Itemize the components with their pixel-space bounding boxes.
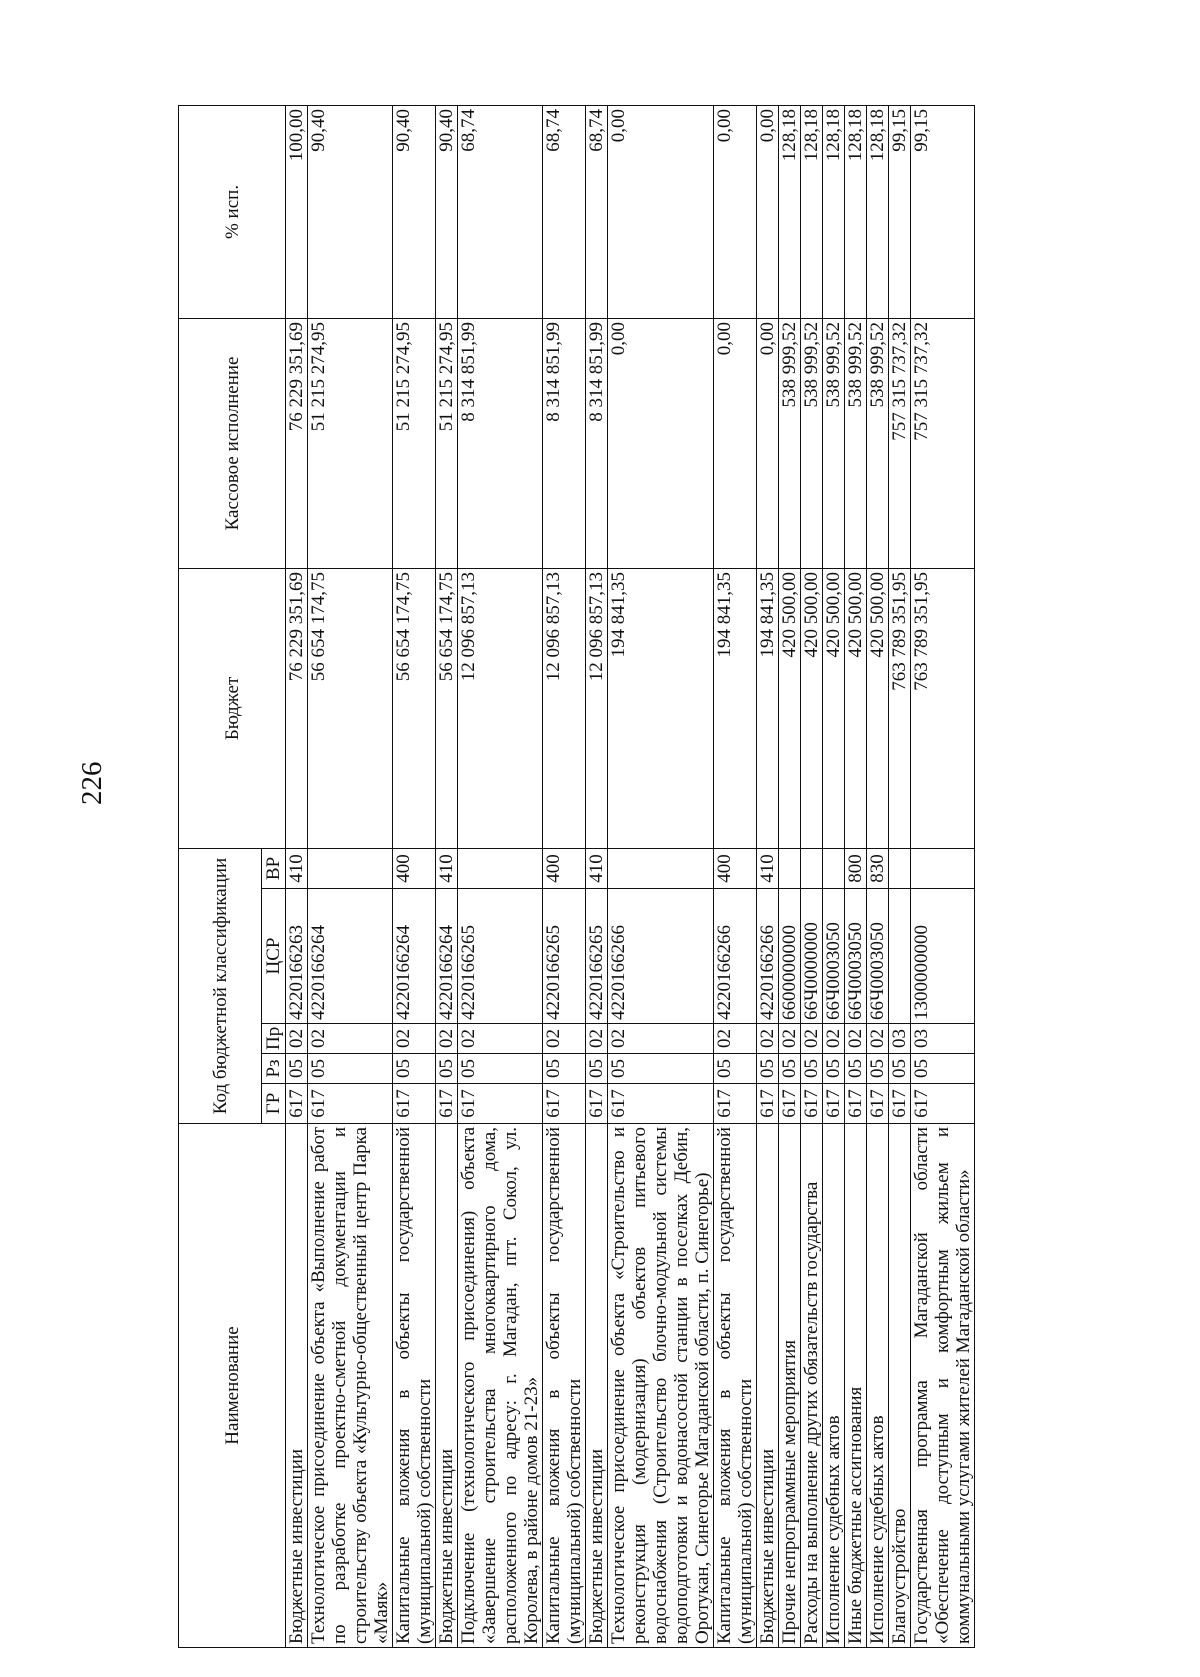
row-rz-cell: 05: [436, 1054, 458, 1084]
row-percent-cell: 90,40: [308, 105, 393, 318]
row-gr-cell: 617: [889, 1084, 911, 1124]
row-csr-cell: 1300000000: [911, 889, 975, 1024]
table-row: [779, 105, 801, 1647]
row-name-cell: Технологическое присоединение объекта «Строительство и реконструкция (модернизация) объектов питьевого водоснабжения (Строительство блочно-модульной системы водоподготовки и водонасосной станции в поселках Дебин, Оротукан, Синегорье Магаданской области, п. Синегорье): [608, 1124, 714, 1648]
table-row: [436, 105, 458, 1647]
row-vr-cell: 830: [867, 848, 889, 888]
row-csr-cell: 66Ч0003050: [845, 889, 867, 1024]
row-name-cell: Бюджетные инвестиции: [286, 1124, 308, 1648]
row-cash-cell: 538 999,52: [823, 318, 845, 568]
row-csr-cell: 4220166264: [308, 889, 393, 1024]
row-gr-cell: 617: [586, 1084, 608, 1124]
row-gr-cell: 617: [911, 1084, 975, 1124]
row-cash-cell: 76 229 351,69: [286, 318, 308, 568]
row-gr-cell: 617: [393, 1084, 436, 1124]
table-row: [308, 105, 393, 1647]
row-gr-cell: 617: [845, 1084, 867, 1124]
row-percent-cell: 100,00: [286, 105, 308, 318]
table-row: [757, 105, 779, 1647]
row-pr-cell: 02: [608, 1024, 714, 1054]
row-rz-cell: 05: [458, 1054, 543, 1084]
row-gr-cell: 617: [286, 1084, 308, 1124]
header-cash: Кассовое исполнение: [179, 318, 286, 568]
row-rz-cell: 05: [543, 1054, 586, 1084]
row-rz-cell: 05: [911, 1054, 975, 1084]
row-csr-cell: 66Ч0000000: [801, 889, 823, 1024]
table-row: [393, 105, 436, 1647]
row-rz-cell: 05: [779, 1054, 801, 1084]
row-rz-cell: 05: [586, 1054, 608, 1084]
row-budget-cell: 56 654 174,75: [308, 568, 393, 848]
row-cash-cell: 0,00: [714, 318, 757, 568]
header-name: Наименование: [179, 1124, 286, 1648]
row-name-cell: Государственная программа Магаданской области «Обеспечение доступным и комфортным жильем и коммунальными услугами жителей Магаданской области»: [911, 1124, 975, 1648]
row-rz-cell: 05: [608, 1054, 714, 1084]
row-budget-cell: 420 500,00: [779, 568, 801, 848]
table-row: [911, 105, 975, 1647]
row-csr-cell: 4220166264: [393, 889, 436, 1024]
row-cash-cell: 51 215 274,95: [308, 318, 393, 568]
header-budget: Бюджет: [179, 568, 286, 848]
row-budget-cell: 56 654 174,75: [393, 568, 436, 848]
row-pr-cell: 02: [714, 1024, 757, 1054]
row-percent-cell: 99,15: [889, 105, 911, 318]
table-row: [889, 105, 911, 1647]
row-gr-cell: 617: [867, 1084, 889, 1124]
row-gr-cell: 617: [779, 1084, 801, 1124]
row-name-cell: Капитальные вложения в объекты государственной (муниципальной) собственности: [543, 1124, 586, 1648]
row-vr-cell: [823, 848, 845, 888]
row-gr-cell: 617: [608, 1084, 714, 1124]
row-vr-cell: [911, 848, 975, 888]
row-pr-cell: 02: [308, 1024, 393, 1054]
row-cash-cell: 538 999,52: [867, 318, 889, 568]
row-gr-cell: 617: [308, 1084, 393, 1124]
row-csr-cell: 4220166266: [608, 889, 714, 1024]
row-percent-cell: 68,74: [543, 105, 586, 318]
row-percent-cell: 128,18: [845, 105, 867, 318]
row-gr-cell: 617: [458, 1084, 543, 1124]
row-vr-cell: [458, 848, 543, 888]
table-row: [458, 105, 543, 1647]
header-percent: % исп.: [179, 105, 286, 318]
row-csr-cell: 4220166266: [757, 889, 779, 1024]
row-vr-cell: [608, 848, 714, 888]
row-pr-cell: 02: [393, 1024, 436, 1054]
row-cash-cell: 538 999,52: [801, 318, 823, 568]
row-gr-cell: 617: [436, 1084, 458, 1124]
row-name-cell: Бюджетные инвестиции: [436, 1124, 458, 1648]
page-number: 226: [76, 761, 108, 805]
row-budget-cell: 420 500,00: [867, 568, 889, 848]
header-csr: ЦСР: [262, 889, 286, 1024]
row-pr-cell: 02: [801, 1024, 823, 1054]
row-name-cell: Исполнение судебных актов: [823, 1124, 845, 1648]
row-budget-cell: 194 841,35: [608, 568, 714, 848]
row-vr-cell: 410: [757, 848, 779, 888]
row-pr-cell: 02: [823, 1024, 845, 1054]
budget-execution-table: [178, 105, 975, 1648]
row-name-cell: Благоустройство: [889, 1124, 911, 1648]
table-row: [286, 105, 308, 1647]
row-percent-cell: 99,15: [911, 105, 975, 318]
row-vr-cell: 410: [286, 848, 308, 888]
row-budget-cell: 56 654 174,75: [436, 568, 458, 848]
row-csr-cell: [889, 889, 911, 1024]
row-rz-cell: 05: [823, 1054, 845, 1084]
row-pr-cell: 03: [889, 1024, 911, 1054]
row-vr-cell: 400: [714, 848, 757, 888]
row-name-cell: Исполнение судебных актов: [867, 1124, 889, 1648]
row-pr-cell: 02: [286, 1024, 308, 1054]
table-row: [586, 105, 608, 1647]
table-row: [801, 105, 823, 1647]
row-pr-cell: 02: [757, 1024, 779, 1054]
header-pr: Пр: [262, 1024, 286, 1054]
row-budget-cell: 12 096 857,13: [543, 568, 586, 848]
row-budget-cell: 76 229 351,69: [286, 568, 308, 848]
row-cash-cell: 51 215 274,95: [393, 318, 436, 568]
row-name-cell: Капитальные вложения в объекты государственной (муниципальной) собственности: [393, 1124, 436, 1648]
rotated-page-content: [178, 106, 1200, 1648]
table-row: [867, 105, 889, 1647]
row-budget-cell: 12 096 857,13: [586, 568, 608, 848]
header-vr: ВР: [262, 848, 286, 888]
header-code-group: Код бюджетной классификации: [179, 848, 262, 1123]
row-rz-cell: 05: [308, 1054, 393, 1084]
row-name-cell: Подключение (технологического присоединения) объекта «Завершение строительства многоквартирного дома, расположенного по адресу: г. Магадан, пгт. Сокол, ул. Королева, в районе домов 21-23»: [458, 1124, 543, 1648]
row-cash-cell: 8 314 851,99: [586, 318, 608, 568]
header-rz: Рз: [262, 1054, 286, 1084]
row-rz-cell: 05: [757, 1054, 779, 1084]
row-cash-cell: 538 999,52: [845, 318, 867, 568]
header-gr: ГР: [262, 1084, 286, 1124]
row-csr-cell: 66Ч0003050: [823, 889, 845, 1024]
row-cash-cell: 0,00: [757, 318, 779, 568]
row-percent-cell: 128,18: [801, 105, 823, 318]
row-csr-cell: 66Ч0003050: [867, 889, 889, 1024]
row-percent-cell: 128,18: [779, 105, 801, 318]
row-csr-cell: 6600000000: [779, 889, 801, 1024]
row-vr-cell: 410: [586, 848, 608, 888]
row-percent-cell: 128,18: [867, 105, 889, 318]
row-name-cell: Бюджетные инвестиции: [757, 1124, 779, 1648]
row-cash-cell: 51 215 274,95: [436, 318, 458, 568]
row-name-cell: Бюджетные инвестиции: [586, 1124, 608, 1648]
row-pr-cell: 02: [436, 1024, 458, 1054]
row-cash-cell: 8 314 851,99: [543, 318, 586, 568]
row-percent-cell: 128,18: [823, 105, 845, 318]
row-gr-cell: 617: [714, 1084, 757, 1124]
row-name-cell: Прочие непрограммные мероприятия: [779, 1124, 801, 1648]
row-budget-cell: 420 500,00: [845, 568, 867, 848]
row-rz-cell: 05: [845, 1054, 867, 1084]
row-gr-cell: 617: [757, 1084, 779, 1124]
row-vr-cell: [889, 848, 911, 888]
row-csr-cell: 4220166264: [436, 889, 458, 1024]
row-vr-cell: [308, 848, 393, 888]
table-row: [608, 105, 714, 1647]
row-percent-cell: 0,00: [608, 105, 714, 318]
row-vr-cell: 410: [436, 848, 458, 888]
row-pr-cell: 03: [911, 1024, 975, 1054]
row-name-cell: Технологическое присоединение объекта «Выполнение работ по разработке проектно-сметной документации и строительству объекта «Культурно-общественный центр Парка «Маяк»: [308, 1124, 393, 1648]
row-budget-cell: 420 500,00: [801, 568, 823, 848]
row-csr-cell: 4220166263: [286, 889, 308, 1024]
row-name-cell: Расходы на выполнение других обязательств государства: [801, 1124, 823, 1648]
row-budget-cell: 194 841,35: [714, 568, 757, 848]
row-gr-cell: 617: [801, 1084, 823, 1124]
row-percent-cell: 0,00: [757, 105, 779, 318]
row-budget-cell: 763 789 351,95: [889, 568, 911, 848]
row-rz-cell: 05: [867, 1054, 889, 1084]
row-vr-cell: [801, 848, 823, 888]
row-pr-cell: 02: [867, 1024, 889, 1054]
row-pr-cell: 02: [543, 1024, 586, 1054]
row-budget-cell: 763 789 351,95: [911, 568, 975, 848]
row-percent-cell: 90,40: [436, 105, 458, 318]
row-pr-cell: 02: [458, 1024, 543, 1054]
row-cash-cell: 757 315 737,32: [911, 318, 975, 568]
row-gr-cell: 617: [823, 1084, 845, 1124]
row-vr-cell: [779, 848, 801, 888]
table-row: [543, 105, 586, 1647]
table-row: [845, 105, 867, 1647]
row-pr-cell: 02: [845, 1024, 867, 1054]
table-row: [823, 105, 845, 1647]
row-pr-cell: 02: [779, 1024, 801, 1054]
row-rz-cell: 05: [714, 1054, 757, 1084]
row-vr-cell: 400: [543, 848, 586, 888]
row-percent-cell: 90,40: [393, 105, 436, 318]
row-budget-cell: 12 096 857,13: [458, 568, 543, 848]
row-name-cell: Иные бюджетные ассигнования: [845, 1124, 867, 1648]
row-percent-cell: 68,74: [586, 105, 608, 318]
row-rz-cell: 05: [286, 1054, 308, 1084]
row-budget-cell: 194 841,35: [757, 568, 779, 848]
row-pr-cell: 02: [586, 1024, 608, 1054]
row-rz-cell: 05: [889, 1054, 911, 1084]
row-cash-cell: 8 314 851,99: [458, 318, 543, 568]
row-rz-cell: 05: [393, 1054, 436, 1084]
row-rz-cell: 05: [801, 1054, 823, 1084]
row-csr-cell: 4220166265: [586, 889, 608, 1024]
row-vr-cell: 400: [393, 848, 436, 888]
row-cash-cell: 538 999,52: [779, 318, 801, 568]
row-name-cell: Капитальные вложения в объекты государственной (муниципальной) собственности: [714, 1124, 757, 1648]
row-vr-cell: 800: [845, 848, 867, 888]
row-csr-cell: 4220166265: [543, 889, 586, 1024]
row-csr-cell: 4220166265: [458, 889, 543, 1024]
row-budget-cell: 420 500,00: [823, 568, 845, 848]
row-gr-cell: 617: [543, 1084, 586, 1124]
table-row: [714, 105, 757, 1647]
row-cash-cell: 757 315 737,32: [889, 318, 911, 568]
row-cash-cell: 0,00: [608, 318, 714, 568]
row-percent-cell: 68,74: [458, 105, 543, 318]
row-csr-cell: 4220166266: [714, 889, 757, 1024]
row-percent-cell: 0,00: [714, 105, 757, 318]
